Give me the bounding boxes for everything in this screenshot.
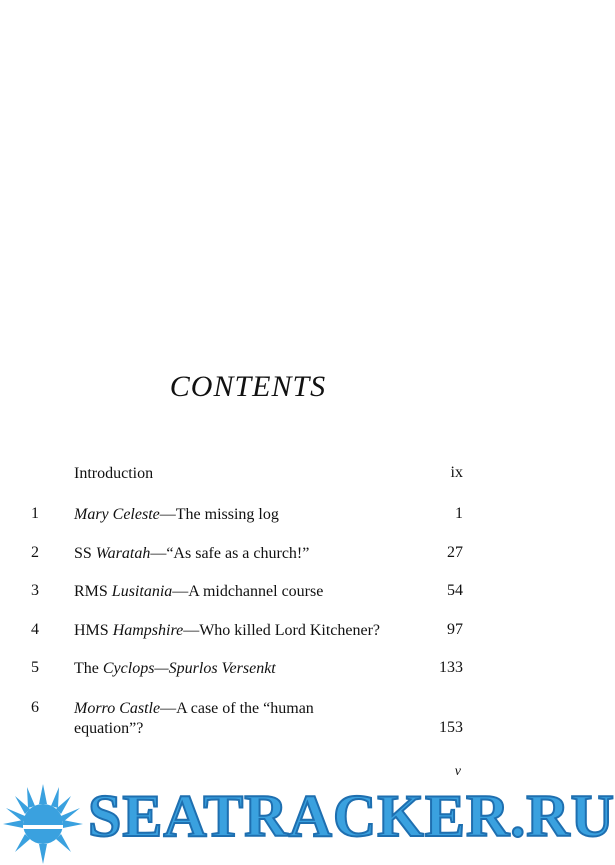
toc-title-prefix: HMS: [74, 622, 113, 639]
toc-title: [74, 505, 404, 525]
toc-title-rest: —“As safe as a church!”: [150, 545, 310, 562]
toc-title-italic: Lusitania: [111, 583, 173, 600]
toc-title-rest: —Who killed Lord Kitchener?: [183, 622, 381, 639]
toc-title-prefix: SS: [74, 545, 96, 562]
contents-heading: CONTENTS: [169, 370, 327, 403]
watermark: [0, 782, 615, 865]
toc-title: Introduction: [74, 465, 154, 482]
toc-title-rest: —A case of the “human: [160, 700, 314, 717]
toc-title-italic: Waratah: [95, 545, 151, 562]
toc-title-prefix: RMS: [74, 583, 112, 600]
toc-title: [74, 582, 404, 602]
sun-icon: [0, 782, 86, 865]
toc-title-line2: equation”?: [74, 720, 144, 737]
toc-number: 6: [31, 699, 39, 716]
toc-page: 1: [455, 505, 463, 522]
toc-page: 133: [439, 659, 463, 676]
toc-page: ix: [450, 464, 463, 481]
toc-title-italic: Cyclops—Spurlos Versenkt: [102, 660, 276, 677]
toc-number: 4: [31, 621, 39, 638]
toc-number: 1: [31, 505, 39, 522]
toc-page: 27: [447, 544, 463, 561]
toc-page: 153: [439, 719, 463, 736]
toc-title-rest: —The missing log: [159, 506, 279, 523]
toc-title-italic: Mary Celeste: [74, 506, 160, 523]
toc-title: [74, 699, 404, 739]
toc-page: 97: [447, 621, 463, 638]
toc-page: 54: [447, 582, 463, 599]
watermark-text: SEATRACKER.RU: [88, 783, 615, 849]
toc-title-prefix: The: [74, 660, 103, 677]
toc-number: 2: [31, 544, 39, 561]
toc-title: [74, 659, 404, 679]
toc-title-italic: Hampshire: [112, 622, 184, 639]
toc-title: [74, 621, 404, 641]
toc-title-italic: Morro Castle: [74, 700, 161, 717]
toc-title-rest: —A midchannel course: [172, 583, 324, 600]
toc-title: [74, 544, 404, 564]
toc-number: 3: [31, 582, 39, 599]
page-folio: v: [454, 764, 461, 779]
toc-number: 5: [31, 659, 39, 676]
